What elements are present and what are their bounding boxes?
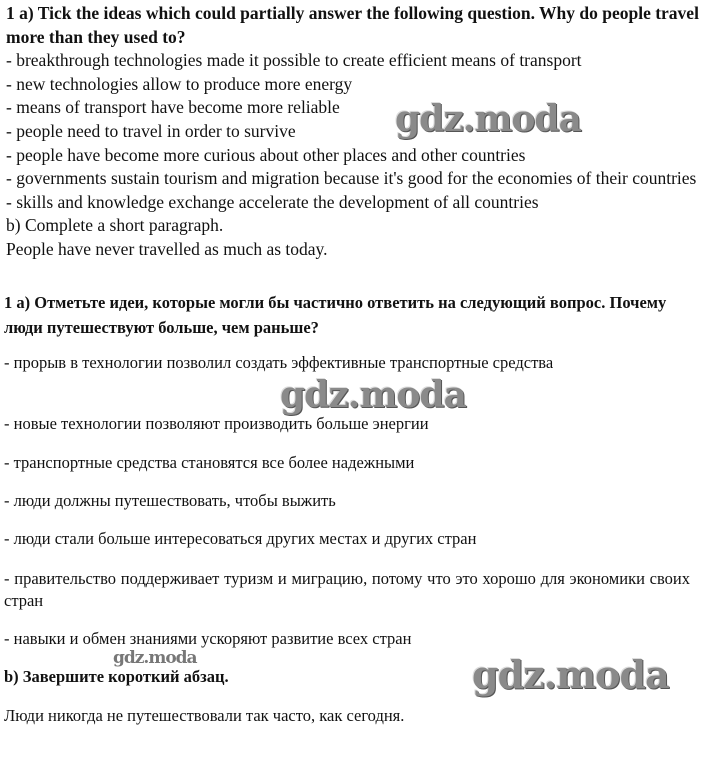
english-item: - means of transport have become more reliable — [6, 97, 340, 118]
english-subtask-b: b) Complete a short paragraph. — [6, 215, 224, 236]
russian-subtask-b: b) Завершите короткий абзац. — [4, 667, 229, 686]
watermark: gdz.moda — [113, 648, 197, 668]
english-item: - skills and knowledge exchange accelerate the development of all countries — [6, 191, 539, 212]
russian-question: 1 а) Отметьте идеи, которые могли бы частично ответить на следующий вопрос. Почему люди путешествуют больше, чем раньше? — [4, 293, 667, 337]
russian-item: - навыки и обмен знаниями ускоряют развитие всех стран — [4, 629, 412, 648]
russian-item: - новые технологии позволяют производить больше энергии — [4, 414, 429, 433]
russian-item: - люди стали больше интересоваться других местах и других стран — [4, 529, 477, 548]
english-answer: People have never travelled as much as today. — [6, 238, 328, 259]
english-item: - new technologies allow to produce more energy — [6, 73, 353, 94]
watermark: gdz.moda — [472, 652, 669, 697]
russian-item: - прорыв в технологии позволил создать эффективные транспортные средства — [4, 353, 554, 372]
russian-answer: Люди никогда не путешествовали так часто, как сегодня. — [4, 706, 405, 725]
russian-item: - правительство поддерживает туризм и миграцию, потому что это хорошо для экономики своих стран — [4, 569, 690, 610]
english-item: - people have become more curious about other places and other countries — [6, 144, 526, 165]
watermark: gdz.moda — [280, 374, 466, 416]
english-item: - breakthrough technologies made it possible to create efficient means of transport — [6, 50, 582, 71]
russian-item: - люди должны путешествовать, чтобы выжить — [4, 491, 336, 510]
english-item: - people need to travel in order to survive — [6, 120, 296, 141]
russian-item: - транспортные средства становятся все более надежными — [4, 453, 415, 472]
english-section — [6, 2, 700, 262]
watermark: gdz.moda — [395, 98, 581, 140]
english-item: - governments sustain tourism and migration because it's good for the economies of their countries — [6, 168, 697, 189]
english-question: 1 a) Tick the ideas which could partially answer the following question. Why do people travel more than they used to? — [6, 3, 699, 47]
